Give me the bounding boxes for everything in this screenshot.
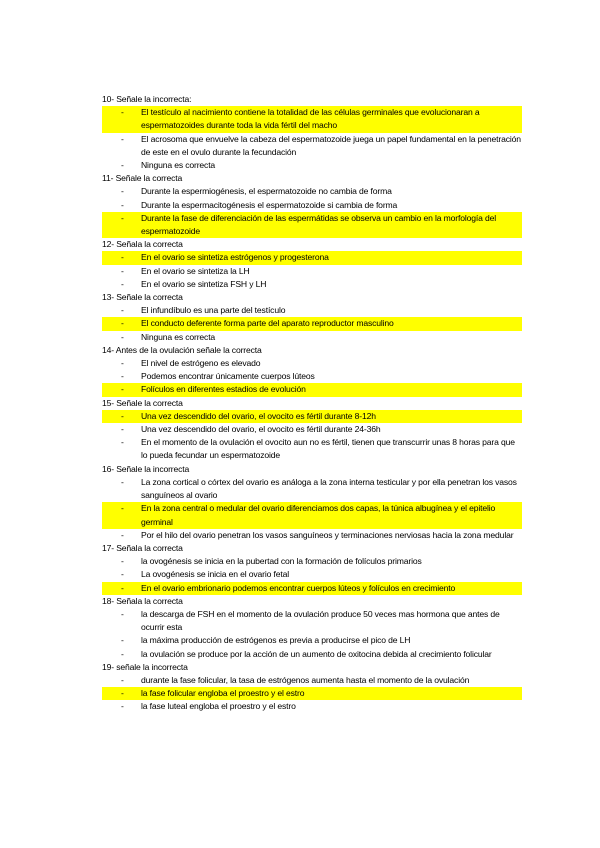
question-list (102, 93, 522, 714)
answer-option-highlighted (102, 106, 522, 132)
answer-option-highlighted (102, 251, 522, 264)
question-title: 16- Señale la incorrecta (102, 463, 190, 474)
answer-option (102, 278, 522, 291)
answer-option-text: En el ovario se sintetiza FSH y LH (141, 278, 267, 289)
answer-option (102, 529, 522, 542)
answer-option-text: Durante la espermacitogénesis el espermatozoide si cambia de forma (141, 199, 398, 210)
answer-option (102, 608, 522, 634)
bullet-dash: - (121, 384, 124, 395)
answer-option-text: Durante la espermiogénesis, el espermatozoide no cambia de forma (141, 186, 392, 197)
bullet-dash: - (121, 410, 124, 421)
bullet-dash: - (121, 133, 124, 144)
question-block (102, 93, 522, 172)
answer-option (102, 133, 522, 159)
answer-option-highlighted (102, 687, 522, 700)
bullet-dash: - (121, 186, 124, 197)
answer-option-text: La zona cortical o córtex del ovario es análoga a la zona interna testicular y por ella penetran los vasos sanguíneos al ovario (141, 476, 517, 501)
bullet-dash: - (121, 556, 124, 567)
answer-option-text: la ovogénesis se inicia en la pubertad con la formación de folículos primarios (141, 556, 422, 567)
answer-option-text: Ninguna es correcta (141, 331, 216, 342)
answer-option-text: La ovogénesis se inicia en el ovario fetal (141, 569, 290, 580)
answer-option-highlighted (102, 383, 522, 396)
answer-option-text: El testículo al nacimiento contiene la totalidad de las células germinales que evolucionaran a espermatozoides durante toda la vida fértil del macho (141, 107, 480, 131)
answer-option-text: Folículos en diferentes estadios de evolución (141, 384, 306, 395)
bullet-dash: - (121, 529, 124, 540)
question-title: 18- Señala la correcta (102, 595, 183, 606)
bullet-dash: - (121, 476, 124, 487)
bullet-dash: - (121, 648, 124, 659)
bullet-dash: - (121, 582, 124, 593)
answer-option (102, 568, 522, 581)
answer-option-text: la ovulación se produce por la acción de un aumento de oxitocina debida al crecimiento folicular (141, 648, 492, 659)
answer-option-text: Una vez descendido del ovario, el ovocito es fértil durante 8-12h (141, 410, 376, 421)
answer-option-text: durante la fase folicular, la tasa de estrógenos aumenta hasta el momento de la ovulación (141, 674, 470, 685)
answer-option (102, 555, 522, 568)
bullet-dash: - (121, 305, 124, 316)
answer-option (102, 423, 522, 436)
bullet-dash: - (121, 199, 124, 210)
question-title: 14- Antes de la ovulación señale la correcta (102, 344, 262, 355)
answer-option (102, 648, 522, 661)
bullet-dash: - (121, 107, 124, 118)
bullet-dash: - (121, 674, 124, 685)
question-title: 12- Señala la correcta (102, 239, 183, 250)
question-title: 10- Señale la incorrecta: (102, 94, 192, 104)
question-block (102, 172, 522, 238)
answer-option-text: En el ovario se sintetiza estrógenos y progesterona (141, 252, 329, 263)
answer-option-highlighted (102, 212, 522, 238)
answer-option (102, 370, 522, 383)
question-block (102, 595, 522, 661)
answer-option-text: En el momento de la ovulación el ovocito aun no es fértil, tienen que transcurrir unas 8 horas para que lo pueda fecundar un espermatozoide (141, 437, 515, 461)
answer-option-text: El acrosoma que envuelve la cabeza del espermatozoide juega un papel fundamental en la penetración de este en el ovulo durante la fecundación (141, 133, 521, 157)
answer-option-text: la fase folicular engloba el proestro y el estro (141, 688, 305, 699)
bullet-dash: - (121, 503, 124, 514)
answer-option-text: Podemos encontrar únicamente cuerpos lúteos (141, 371, 315, 382)
answer-option-text: Ninguna es correcta (141, 160, 216, 171)
answer-option (102, 357, 522, 370)
answer-option (102, 304, 522, 317)
question-title: 13- Señale la correcta (102, 292, 183, 303)
question-title: 15- Señale la correcta (102, 397, 183, 408)
bullet-dash: - (121, 437, 124, 448)
question-block (102, 542, 522, 595)
question-block (102, 397, 522, 463)
bullet-dash: - (121, 252, 124, 263)
answer-option-highlighted (102, 317, 522, 330)
bullet-dash: - (121, 688, 124, 699)
answer-option (102, 265, 522, 278)
bullet-dash: - (121, 569, 124, 580)
question-title: 17- Señala la correcta (102, 542, 183, 553)
bullet-dash: - (121, 212, 124, 223)
answer-option-text: En el ovario embrionario podemos encontrar cuerpos lúteos y folículos en crecimiento (141, 582, 456, 593)
answer-option-text: En el ovario se sintetiza la LH (141, 265, 250, 276)
answer-option-text: la máxima producción de estrógenos es previa a producirse el pico de LH (141, 635, 411, 646)
question-block (102, 291, 522, 344)
answer-option-highlighted (102, 410, 522, 423)
answer-option-highlighted (102, 502, 522, 528)
bullet-dash: - (121, 265, 124, 276)
answer-option (102, 331, 522, 344)
answer-option-highlighted (102, 582, 522, 595)
question-title: 11- Señale la correcta (102, 173, 183, 184)
question-block (102, 344, 522, 397)
answer-option (102, 674, 522, 687)
bullet-dash: - (121, 331, 124, 342)
answer-option (102, 159, 522, 172)
bullet-dash: - (121, 318, 124, 329)
question-title: 19- señale la incorrecta (102, 661, 188, 672)
answer-option (102, 199, 522, 212)
answer-option-text: En la zona central o medular del ovario diferenciamos dos capas, la túnica albugínea y el epitelio germinal (141, 503, 496, 527)
bullet-dash: - (121, 371, 124, 382)
answer-option (102, 700, 522, 713)
question-block (102, 661, 522, 714)
bullet-dash: - (121, 424, 124, 435)
answer-option-text: la descarga de FSH en el momento de la ovulación produce 50 veces mas hormona que antes de ocurrir esta (141, 608, 500, 633)
answer-option (102, 436, 522, 462)
answer-option-text: El infundíbulo es una parte del testículo (141, 305, 286, 316)
answer-option (102, 185, 522, 198)
answer-option-text: Durante la fase de diferenciación de las espermátidas se observa un cambio en la morfología del espermatozoide (141, 212, 497, 237)
bullet-dash: - (121, 608, 124, 619)
bullet-dash: - (121, 358, 124, 369)
bullet-dash: - (121, 635, 124, 646)
answer-option-text: El nivel de estrógeno es elevado (141, 358, 261, 369)
answer-option-text: Por el hilo del ovario penetran los vasos sanguíneos y terminaciones nerviosas hacia la zona medular (141, 529, 514, 540)
answer-option (102, 476, 522, 502)
question-block (102, 238, 522, 291)
answer-option-text: la fase luteal engloba el proestro y el estro (141, 701, 296, 712)
bullet-dash: - (121, 278, 124, 289)
bullet-dash: - (121, 701, 124, 712)
answer-option-text: Una vez descendido del ovario, el ovocito es fértil durante 24-36h (141, 424, 381, 435)
question-block (102, 463, 522, 542)
bullet-dash: - (121, 160, 124, 171)
answer-option-text: El conducto deferente forma parte del aparato reproductor masculino (141, 318, 394, 329)
answer-option (102, 634, 522, 647)
